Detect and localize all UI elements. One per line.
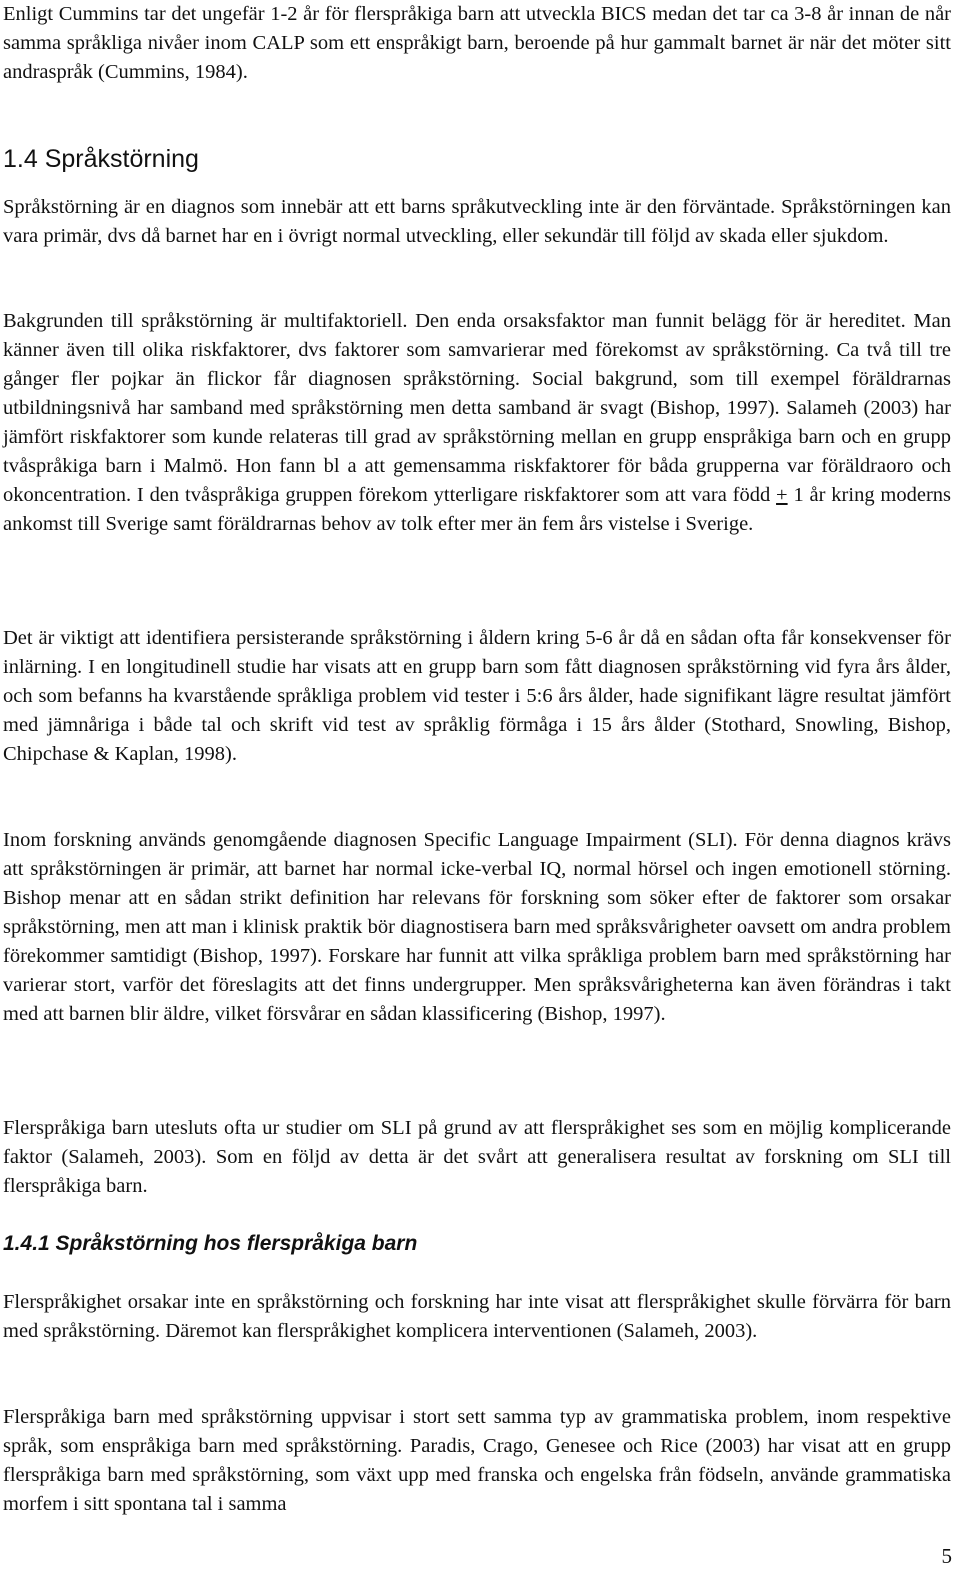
section-heading-1-4: 1.4 Språkstörning [3,145,199,173]
paragraph-sli: Inom forskning används genomgående diagnosen Specific Language Impairment (SLI). För denna diagnos krävs att språkstörningen är primär, att barnet har normal icke-verbal IQ, normal hörsel och ingen emotionell störning. Bishop menar att en sådan strikt definition har relevans för forskning som söker efter de faktorer som orsakar språkstörning, men att man i klinisk praktik bör diagnostisera barn med språksvårigheter oavsett om andra problem förekommer samtidigt (Bishop, 1997). Forskare har funnit att vilka språkliga problem barn med språkstörning har varierar stort, varför det föreslagits att det finns undergrupper. Men språksvårigheterna kan även förändras i takt med att barnen blir äldre, vilket försvårar en sådan klassificering (Bishop, 1997). [3,829,951,1025]
paragraph-background-end: 1 år kring moderns ankomst till Sverige samt föräldrarnas behov av tolk efter mer än fem års vistelse i Sverige. [3,484,952,535]
paragraph-background-text: Bakgrunden till språkstörning är multifaktoriell. Den enda orsaksfaktor man funnit belägg för är hereditet. Man känner även till olika riskfaktorer, dvs faktorer som samvarierar med förekomst av språkstörning. Ca två till tre gånger fler pojkar än flickor får diagnosen språkstörning. Social bakgrund, som till exempel föräldrarnas utbildningsnivå har samband med språkstörning men detta samband är svagt (Bishop, 1997). Salameh (2003) har jämfört riskfaktorer som kunde relateras till grad av språkstörning mellan en grupp enspråkiga barn och en grupp tvåspråkiga barn i Malmö. Hon fann bl a att gemensamma riskfaktorer för båda grupperna var föräldraoro och okoncentration. I den tvåspråkiga gruppen förekom ytterligare riskfaktorer som att vara född [3,310,951,506]
paragraph-grammar: Flerspråkiga barn med språkstörning uppvisar i stort sett samma typ av grammatiska problem, inom respektive språk, som enspråkiga barn med språkstörning. Paradis, Crago, Genesee och Rice (2003) har visat att en grupp flerspråkiga barn med språkstörning, som växt upp med franska och engelska från födseln, använde grammatiska morfem i sitt spontana tal i samma [3,1406,951,1515]
paragraph-cummins: Enligt Cummins tar det ungefär 1-2 år för flerspråkiga barn att utveckla BICS medan det tar ca 3-8 år innan de når samma språkliga nivåer inom CALP som ett enspråkigt barn, beroende på hur gammalt barnet är när det möter sitt andraspråk (Cummins, 1984). [3,3,951,83]
paragraph-multilingualism: Flerspråkighet orsakar inte en språkstörning och forskning har inte visat att flerspråkighet skulle förvärra för barn med språkstörning. Däremot kan flerspråkighet komplicera interventionen (Salameh, 2003). [3,1291,951,1342]
paragraph-persistent: Det är viktigt att identifiera persisterande språkstörning i åldern kring 5-6 år då en sådan ofta får konsekvenser för inlärning. I en longitudinell studie har visats att en grupp barn som fått diagnosen språkstörning vid fyra års ålder, och som befanns ha kvarstående språkliga problem vid tester i 5:6 års ålder, hade signifikant lägre resultat jämfört med jämnåriga i både tal och skrift vid test av språklig förmåga i 15 års ålder (Stothard, Snowling, Bishop, Chipchase & Kaplan, 1998). [3,627,951,765]
paragraph-background [3,307,951,539]
plus-minus-symbol: + [776,484,788,506]
page-number: 5 [941,1544,952,1568]
subsection-heading-1-4-1: 1.4.1 Språkstörning hos flerspråkiga barn [3,1232,418,1255]
paragraph-definition: Språkstörning är en diagnos som innebär att ett barns språkutveckling inte är den förväntade. Språkstörningen kan vara primär, dvs då barnet har en i övrigt normal utveckling, eller sekundär till följd av skada eller sjukdom. [3,196,951,247]
paragraph-multilingual-excluded: Flerspråkiga barn utesluts ofta ur studier om SLI på grund av att flerspråkighet ses som en möjlig komplicerande faktor (Salameh, 2003). Som en följd av detta är det svårt att generalisera resultat av forskning om SLI till flerspråkiga barn. [3,1117,951,1197]
